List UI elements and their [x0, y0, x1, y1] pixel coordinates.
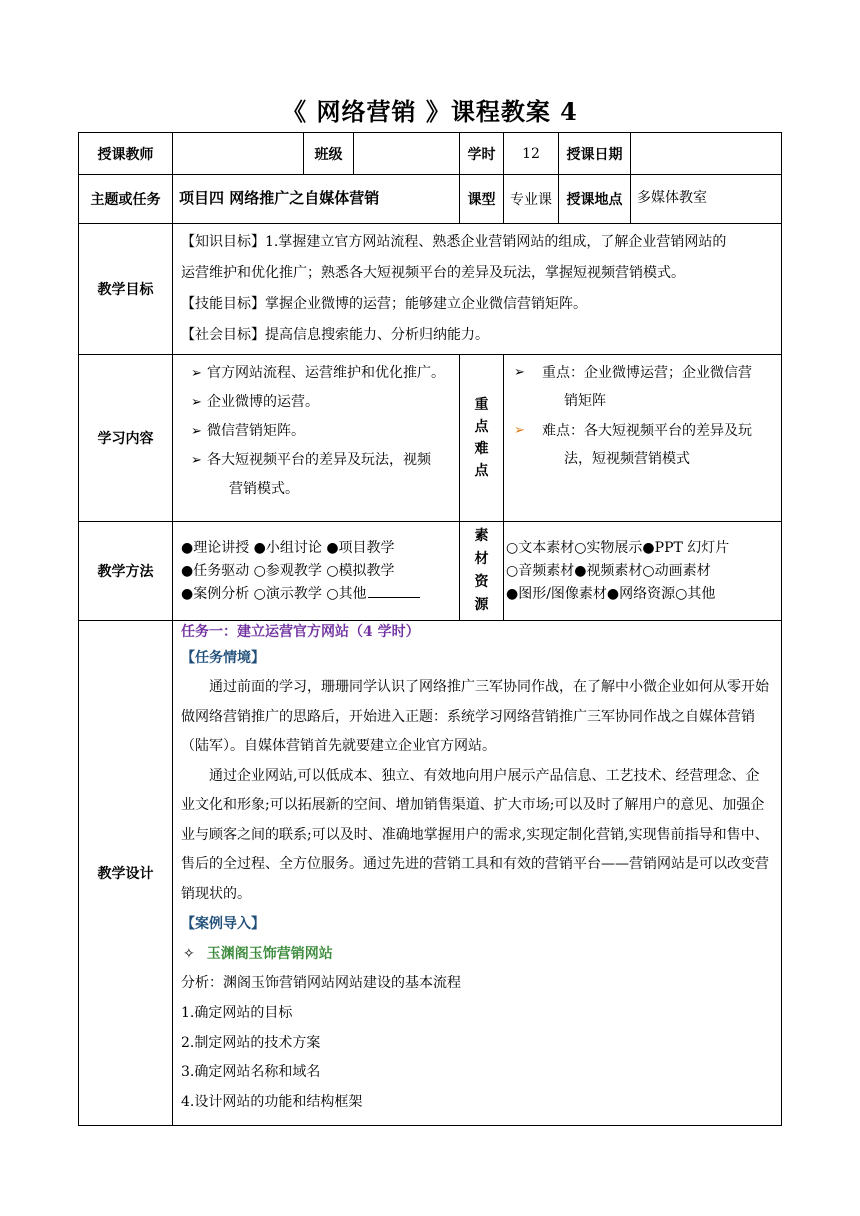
key-points-cell	[504, 355, 782, 522]
task-title: 任务一：建立运营官方网站（4 学时）	[181, 624, 420, 640]
materials-cell	[504, 522, 782, 621]
list-item: ➢ 官方网站流程、运营维护和优化推广。	[177, 359, 455, 388]
knowledge-goal-line2: 运营维护和优化推广；熟悉各大短视频平台的差异及玩法，掌握短视频营销模式。	[181, 265, 685, 281]
materials-line3: ●图形/图像素材●网络资源○其他	[506, 585, 716, 602]
methods-label: 教学方法	[79, 522, 173, 621]
methods-line3: ●案例分析 ○演示教学 ○其他	[181, 583, 451, 606]
scenario-paragraph-1: 通过前面的学习，珊珊同学认识了网络推广三军协同作战，在了解中小微企业如何从零开始做网络营销推广的思路后，开始进入正题：系统学习网络营销推广三军协同作战之自媒体营销（陆军）。自媒体营销首先就要建立企业官方网站。	[181, 679, 769, 754]
design-cell	[173, 621, 782, 1126]
diamond-bullet-icon: ✧	[183, 946, 195, 962]
topic-label: 主题或任务	[79, 175, 173, 224]
hours-value: 12	[504, 133, 559, 175]
arrow-bullet-icon: ➢	[191, 453, 202, 468]
case-name: ✧ 玉渊阁玉饰营销网站	[183, 946, 333, 962]
list-item: ➢ 企业微博的运营。	[177, 388, 455, 417]
case-title: 【案例导入】	[181, 916, 265, 932]
arrow-bullet-icon: ➢	[191, 366, 202, 381]
methods-line1: ●理论讲授 ●小组讨论 ●项目教学	[181, 539, 395, 556]
key-points-label: 重 点 难 点	[460, 355, 504, 522]
row-design	[79, 621, 782, 1126]
row-methods	[79, 522, 782, 621]
list-item: ➢ 各大短视频平台的差异及玩法，视频 营销模式。	[177, 446, 455, 504]
design-label: 教学设计	[79, 621, 173, 1126]
materials-line1: ○文本素材○实物展示●PPT 幻灯片	[506, 539, 730, 556]
lesson-plan-table	[78, 132, 782, 1126]
social-goal: 【社会目标】提高信息搜索能力、分析归纳能力。	[181, 327, 489, 343]
arrow-bullet-icon: ➢	[191, 395, 202, 410]
date-label: 授课日期	[559, 133, 631, 175]
list-item: 4.设计网站的功能和结构框架	[181, 1094, 363, 1111]
knowledge-goal-line1: 【知识目标】1.掌握建立官方网站流程、熟悉企业营销网站的组成，了解企业营销网站的	[181, 234, 727, 250]
scenario-paragraph-2: 通过企业网站,可以低成本、独立、有效地向用户展示产品信息、工艺技术、经营理念、企业文化和形象;可以拓展新的空间、增加销售渠道、扩大市场;可以及时了解用户的意见、加强企业与顾客之间的联系;可以及时、准确地掌握用户的需求,实现定制化营销,实现售前指导和售中、售后的全过程、全方位服务。通过先进的营销工具和有效的营销平台——营销网站是可以改变营销现状的。	[181, 767, 769, 902]
topic-value: 项目四 网络推广之自媒体营销	[173, 175, 460, 224]
place-value: 多媒体教室	[631, 175, 782, 224]
content-label: 学习内容	[79, 355, 173, 522]
difficult-point: ➢ 难点：各大短视频平台的差异及玩 法，短视频营销模式	[508, 417, 777, 473]
row-goals	[79, 224, 782, 355]
skill-goal: 【技能目标】掌握企业微博的运营；能够建立企业微信营销矩阵。	[181, 296, 587, 312]
materials-line2: ○音频素材●视频素材○动画素材	[506, 562, 711, 579]
list-item: 3.确定网站名称和域名	[181, 1064, 321, 1081]
materials-label: 素 材 资 源	[460, 522, 504, 621]
goals-content	[173, 224, 782, 355]
place-label: 授课地点	[559, 175, 631, 224]
row-content	[79, 355, 782, 522]
scenario-title: 【任务情境】	[181, 650, 265, 666]
date-value	[631, 133, 782, 175]
row-basic-info	[79, 133, 782, 175]
content-list	[177, 359, 455, 504]
row-topic	[79, 175, 782, 224]
type-label: 课型	[460, 175, 504, 224]
teacher-label: 授课教师	[79, 133, 173, 175]
methods-cell	[173, 522, 460, 621]
list-item: ➢ 微信营销矩阵。	[177, 417, 455, 446]
arrow-bullet-icon: ➢	[514, 423, 525, 438]
class-value	[354, 133, 460, 175]
list-item: 2.制定网站的技术方案	[181, 1034, 321, 1051]
list-item: 1.确定网站的目标	[181, 1004, 293, 1021]
analysis-text: 分析：渊阁玉饰营销网站网站建设的基本流程	[181, 975, 461, 991]
teacher-value	[173, 133, 304, 175]
key-points-list	[508, 359, 777, 473]
arrow-bullet-icon: ➢	[514, 365, 525, 380]
class-label: 班级	[304, 133, 354, 175]
goals-label: 教学目标	[79, 224, 173, 355]
hours-label: 学时	[460, 133, 504, 175]
methods-line2: ●任务驱动 ○参观教学 ○模拟教学	[181, 562, 395, 579]
type-value: 专业课	[504, 175, 559, 224]
content-list-cell	[173, 355, 460, 522]
arrow-bullet-icon: ➢	[191, 424, 202, 439]
page-title: 《 网络营销 》课程教案 4	[282, 97, 578, 126]
key-point: ➢ 重点：企业微博运营；企业微信营 销矩阵	[508, 359, 777, 415]
